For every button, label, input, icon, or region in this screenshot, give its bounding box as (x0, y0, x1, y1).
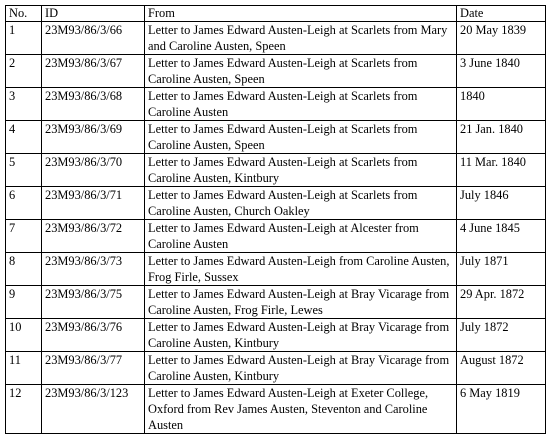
table-row (6, 253, 546, 286)
cell-no: 9 (6, 286, 42, 319)
cell-from: Letter to James Edward Austen-Leigh at Scarlets from Caroline Austen, Speen (145, 55, 457, 88)
cell-from: Letter to James Edward Austen-Leigh at Bray Vicarage from Caroline Austen, Frog Firle, Lewes (145, 286, 457, 319)
cell-from: Letter to James Edward Austen-Leigh at Scarlets from Caroline Austen, Kintbury (145, 154, 457, 187)
cell-date: August 1872 (457, 352, 546, 385)
table-row (6, 55, 546, 88)
cell-id: 23M93/86/3/73 (42, 253, 145, 286)
table-row (6, 220, 546, 253)
cell-no: 4 (6, 121, 42, 154)
cell-no: 10 (6, 319, 42, 352)
cell-date: 21 Jan. 1840 (457, 121, 546, 154)
header-date: Date (457, 6, 546, 22)
cell-no: 12 (6, 385, 42, 434)
table-row (6, 22, 546, 55)
cell-date: 6 May 1819 (457, 385, 546, 434)
cell-date: July 1871 (457, 253, 546, 286)
header-from: From (145, 6, 457, 22)
cell-from: Letter to James Edward Austen-Leigh at Bray Vicarage from Caroline Austen, Kintbury (145, 319, 457, 352)
cell-id: 23M93/86/3/71 (42, 187, 145, 220)
table-body (6, 22, 546, 434)
cell-no: 11 (6, 352, 42, 385)
cell-id: 23M93/86/3/123 (42, 385, 145, 434)
cell-id: 23M93/86/3/75 (42, 286, 145, 319)
table-header (6, 6, 546, 22)
cell-date: 1840 (457, 88, 546, 121)
cell-from: Letter to James Edward Austen-Leigh at Scarlets from Caroline Austen, Speen (145, 121, 457, 154)
cell-no: 6 (6, 187, 42, 220)
cell-date: 29 Apr. 1872 (457, 286, 546, 319)
cell-id: 23M93/86/3/70 (42, 154, 145, 187)
cell-date: 11 Mar. 1840 (457, 154, 546, 187)
table-row (6, 154, 546, 187)
cell-no: 5 (6, 154, 42, 187)
table-row (6, 319, 546, 352)
cell-id: 23M93/86/3/72 (42, 220, 145, 253)
cell-from: Letter to James Edward Austen-Leigh from Caroline Austen, Frog Firle, Sussex (145, 253, 457, 286)
table-row (6, 88, 546, 121)
table-row (6, 352, 546, 385)
cell-date: 20 May 1839 (457, 22, 546, 55)
cell-date: 4 June 1845 (457, 220, 546, 253)
header-no: No. (6, 6, 42, 22)
cell-no: 7 (6, 220, 42, 253)
header-row (6, 6, 546, 22)
cell-id: 23M93/86/3/69 (42, 121, 145, 154)
cell-from: Letter to James Edward Austen-Leigh at Scarlets from Mary and Caroline Austen, Speen (145, 22, 457, 55)
cell-from: Letter to James Edward Austen-Leigh at Scarlets from Caroline Austen, Church Oakley (145, 187, 457, 220)
cell-from: Letter to James Edward Austen-Leigh at Bray Vicarage from Caroline Austen, Kintbury (145, 352, 457, 385)
cell-date: 3 June 1840 (457, 55, 546, 88)
cell-no: 8 (6, 253, 42, 286)
cell-no: 2 (6, 55, 42, 88)
cell-id: 23M93/86/3/76 (42, 319, 145, 352)
header-id: ID (42, 6, 145, 22)
cell-no: 3 (6, 88, 42, 121)
cell-date: July 1872 (457, 319, 546, 352)
cell-id: 23M93/86/3/66 (42, 22, 145, 55)
letters-table (5, 5, 546, 434)
cell-id: 23M93/86/3/77 (42, 352, 145, 385)
cell-id: 23M93/86/3/67 (42, 55, 145, 88)
table-row (6, 121, 546, 154)
cell-from: Letter to James Edward Austen-Leigh at Scarlets from Caroline Austen (145, 88, 457, 121)
cell-date: July 1846 (457, 187, 546, 220)
table-row (6, 187, 546, 220)
table-row (6, 286, 546, 319)
cell-from: Letter to James Edward Austen-Leigh at Exeter College, Oxford from Rev James Austen, Steventon and Caroline Austen (145, 385, 457, 434)
cell-from: Letter to James Edward Austen-Leigh at Alcester from Caroline Austen (145, 220, 457, 253)
cell-no: 1 (6, 22, 42, 55)
cell-id: 23M93/86/3/68 (42, 88, 145, 121)
table-row (6, 385, 546, 434)
